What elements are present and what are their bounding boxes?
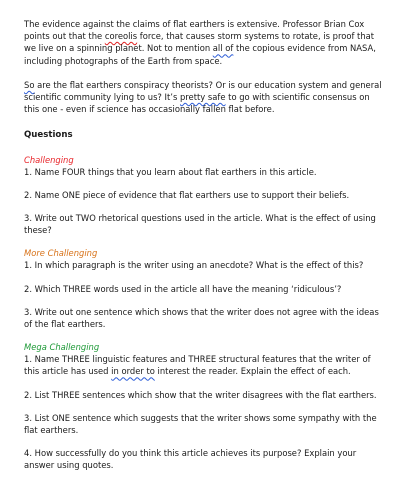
section-more-challenging-label: More Challenging xyxy=(24,248,98,259)
question-mega-challenging-3: 3. List ONE sentence which suggests that the writer shows some sympathy with the flat earthers. xyxy=(24,412,377,436)
question-challenging-1: 1. Name FOUR things that you learn about flat earthers in this article. xyxy=(24,166,317,177)
section-mega-challenging-label: Mega Challenging xyxy=(24,342,100,353)
intro-text: are the flat earthers conspiracy theorists? Or is our education system and general scientific community lying to us? It’s xyxy=(24,79,382,103)
question-text: 1. Name THREE linguistic features and THREE structural features that the writer of this article has used xyxy=(24,354,371,377)
question-mega-challenging-1 xyxy=(24,353,384,377)
intro-text: to go with scientific consensus on this one - even if science has occasionally fallen flat before. xyxy=(24,92,370,115)
intro-paragraph-1 xyxy=(24,18,384,67)
question-challenging-2: 2. Name ONE piece of evidence that flat earthers use to support their beliefs. xyxy=(24,189,350,200)
question-challenging-3: 3. Write out TWO rhetorical questions used in the article. What is the effect of using these? xyxy=(24,213,376,236)
document-page xyxy=(24,18,384,483)
intro-text: the copious evidence from NASA, including photographs of the Earth from space. xyxy=(24,43,376,66)
grammar-flagged-phrase: pretty safe xyxy=(179,92,226,103)
question-more-challenging-3: 3. Write out one sentence which shows that the writer does not agree with the ideas of the flat earthers. xyxy=(24,306,379,330)
question-text: interest the reader. Explain the effect of each. xyxy=(154,366,351,377)
question-mega-challenging-4: 4. How successfully do you think this article achieves its purpose? Explain your answer using quotes. xyxy=(24,448,357,471)
questions-heading: Questions xyxy=(24,130,73,141)
intro-text: force, that causes storm systems to rotate, is proof that we live on a spinning planet. Not to mention xyxy=(24,31,375,54)
intro-paragraph-2 xyxy=(24,79,384,116)
grammar-flagged-phrase: all of xyxy=(212,43,234,54)
intro-text: The evidence against the claims of flat earthers is extensive. Professor Brian Cox points out that the xyxy=(24,19,365,42)
spelling-error-word: coreolis xyxy=(104,31,138,42)
section-challenging-label: Challenging xyxy=(24,154,74,165)
question-more-challenging-2: 2. Which THREE words used in the article all have the meaning ‘ridiculous’? xyxy=(24,283,342,294)
grammar-flagged-phrase: in order to xyxy=(111,366,155,377)
question-mega-challenging-2: 2. List THREE sentences which show that the writer disagrees with the flat earthers. xyxy=(24,389,377,400)
grammar-flagged-word: So xyxy=(24,79,35,90)
question-more-challenging-1: 1. In which paragraph is the writer using an anecdote? What is the effect of this? xyxy=(24,260,364,271)
